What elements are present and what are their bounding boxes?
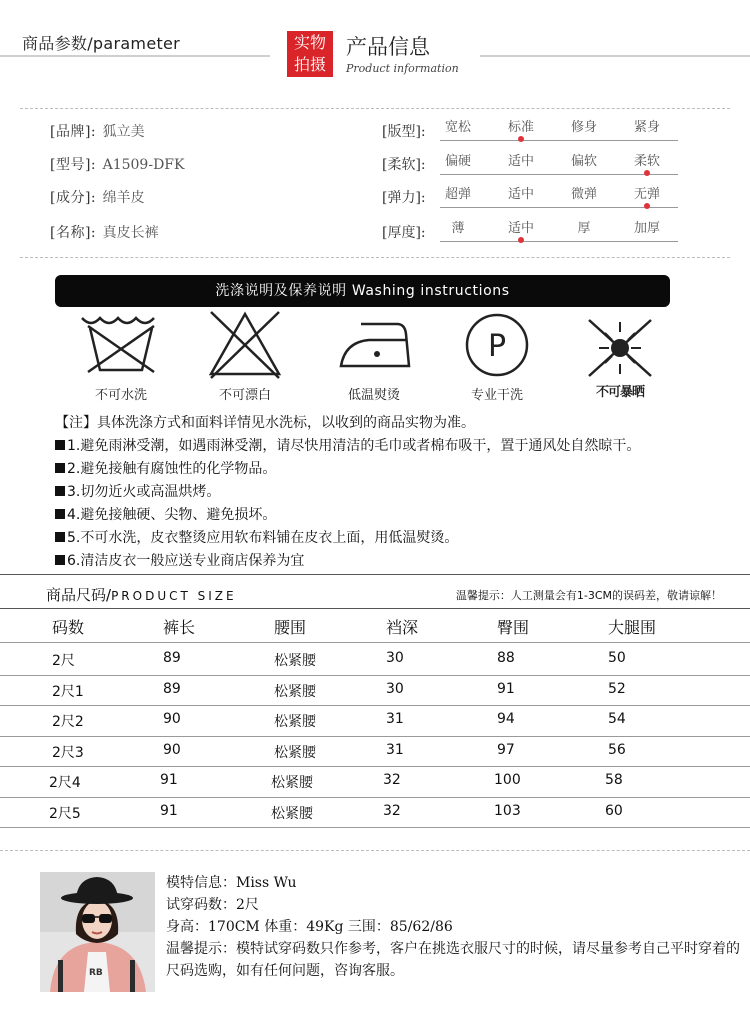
attr-value: 真皮长裤	[102, 225, 159, 241]
size-divider-top	[0, 574, 750, 575]
scale-selected-dot-icon	[518, 237, 524, 243]
table-cell: 松紧腰	[274, 653, 316, 669]
table-cell: 97	[497, 741, 515, 758]
table-cell: 32	[383, 772, 401, 788]
scale-option: 薄	[451, 221, 465, 236]
size-table	[0, 611, 750, 841]
scale-label-elasticity: [弹力]:	[382, 190, 426, 206]
wash-label: 不可暴晒	[595, 385, 644, 400]
bullet-square-icon	[55, 440, 65, 450]
svg-text:P: P	[487, 329, 507, 364]
scale-option: 修身	[570, 120, 597, 135]
scale-option: 无弹	[633, 187, 660, 202]
scale-selected-dot-icon	[644, 203, 650, 209]
table-cell: 松紧腰	[274, 744, 316, 761]
table-cell: 31	[386, 741, 404, 758]
header-divider-left	[0, 55, 270, 57]
table-cell: 90	[163, 741, 181, 758]
model-divider	[0, 850, 750, 851]
model-try-size: 试穿码数：2尺	[166, 897, 259, 913]
no-bleach-icon	[207, 310, 283, 380]
bullet-square-icon	[55, 555, 65, 565]
scale-line	[440, 241, 678, 242]
scale-option: 微弹	[570, 187, 597, 202]
washing-item: 2.避免接触有腐蚀性的化学物品。	[55, 458, 745, 481]
table-cell: 30	[386, 680, 404, 697]
dry-clean-p-icon	[464, 312, 530, 378]
table-row-line	[0, 675, 750, 676]
model-name: 模特信息：Miss Wu	[166, 875, 297, 891]
attr-label: [品牌]:	[50, 124, 97, 140]
scale-label-thickness: [厚度]:	[382, 225, 426, 241]
header-divider-right	[480, 55, 750, 57]
table-row-line	[0, 705, 750, 706]
size-heading	[46, 584, 237, 605]
table-cell: 松紧腰	[271, 775, 313, 791]
attr-divider-bottom	[20, 257, 730, 258]
scale-thickness	[440, 217, 678, 241]
size-divider-header	[0, 608, 750, 609]
washing-item: 4.避免接触硬、尖物、避免损坏。	[55, 504, 745, 527]
table-cell: 32	[383, 802, 401, 819]
table-cell: 2尺2	[52, 714, 84, 730]
size-col-header: 大腿围	[608, 618, 657, 637]
table-cell: 91	[497, 680, 515, 697]
wash-label: 低温熨烫	[347, 388, 400, 403]
table-cell: 60	[605, 802, 623, 819]
scale-line	[440, 174, 678, 175]
size-col-header: 裆深	[386, 618, 419, 637]
attr-value: 狐立美	[102, 124, 145, 140]
washing-title-bar: 洗涤说明及保养说明 Washing instructions	[55, 275, 670, 307]
scale-option: 适中	[507, 154, 534, 169]
attr-material	[50, 187, 145, 207]
wash-label: 专业干洗	[470, 388, 523, 403]
table-cell: 松紧腰	[274, 714, 316, 730]
washing-item: 5.不可水洗，皮衣整烫应用软布料铺在皮衣上面，用低温熨烫。	[55, 527, 745, 550]
parameter-heading: 商品参数/parameter	[22, 34, 181, 53]
size-col-header: 腰围	[274, 618, 307, 637]
scale-option: 偏软	[570, 154, 597, 169]
scale-option: 加厚	[633, 221, 660, 236]
size-col-header: 臀围	[497, 618, 530, 637]
wash-label: 不可水洗	[94, 388, 147, 403]
table-cell: 94	[497, 711, 515, 727]
table-cell: 56	[608, 741, 626, 758]
table-row-line	[0, 827, 750, 828]
table-cell: 松紧腰	[274, 683, 316, 700]
product-info-title: 产品信息	[346, 35, 430, 59]
scale-option: 超弹	[444, 187, 471, 202]
attr-name	[50, 222, 159, 242]
model-info	[166, 872, 741, 982]
attr-model-number	[50, 154, 184, 174]
scale-line	[440, 207, 678, 208]
wash-label: 不可漂白	[218, 388, 271, 403]
scale-label-softness: [柔软]:	[382, 157, 426, 173]
table-cell: 2尺3	[52, 744, 84, 761]
scale-elasticity	[440, 183, 678, 207]
table-cell: 2尺5	[49, 805, 81, 822]
scale-option: 适中	[507, 221, 534, 236]
scale-option: 宽松	[444, 120, 471, 135]
size-heading-en: PRODUCT SIZE	[111, 589, 237, 603]
washing-notes	[55, 412, 745, 573]
table-cell: 31	[386, 711, 404, 727]
low-iron-icon	[335, 318, 415, 374]
scale-option: 厚	[577, 221, 591, 236]
table-cell: 58	[605, 772, 623, 788]
table-row-line	[0, 797, 750, 798]
table-cell: 50	[608, 650, 626, 666]
model-tip: 温馨提示：模特试穿码数只作参考，客户在挑选衣服尺寸的时候，请尽量参考自己平时穿着的尺码选购，如有任何问题，咨询客服。	[166, 941, 740, 979]
scale-softness	[440, 150, 678, 174]
attr-label: [成分]:	[50, 190, 97, 206]
real-photo-badge	[287, 31, 333, 77]
scale-selected-dot-icon	[518, 136, 524, 142]
washing-item: 6.清洁皮衣一般应送专业商店保养为宜	[55, 550, 745, 573]
table-cell: 2尺	[52, 653, 75, 669]
attr-value: A1509-DFK	[102, 157, 185, 173]
photo-shirt-print: RB	[89, 968, 103, 978]
attr-value: 绵羊皮	[102, 190, 145, 206]
no-sun-icon	[585, 316, 655, 380]
table-header-line	[0, 642, 750, 643]
table-cell: 89	[163, 680, 181, 697]
scale-label-fit: [版型]:	[382, 124, 426, 140]
table-cell: 54	[608, 711, 626, 727]
table-cell: 103	[494, 802, 521, 819]
washing-item: 3.切勿近火或高温烘烤。	[55, 481, 745, 504]
size-tip: 温馨提示：人工测量会有1-3CM的误码差，敬请谅解！	[455, 589, 722, 602]
table-cell: 88	[497, 650, 515, 666]
table-cell: 91	[160, 772, 178, 788]
table-cell: 89	[163, 650, 181, 666]
table-cell: 91	[160, 802, 178, 819]
bullet-square-icon	[55, 509, 65, 519]
table-cell: 2尺1	[52, 683, 84, 700]
badge-line-1: 实物	[293, 33, 326, 52]
model-measurements: 身高：170CM 体重：49Kg 三围：85/62/86	[166, 919, 453, 935]
washing-item: 1.避免雨淋受潮，如遇雨淋受潮，请尽快用清洁的毛巾或者棉布吸干，置于通风处自然晾干。	[55, 435, 745, 458]
bullet-square-icon	[55, 486, 65, 496]
table-row-line	[0, 736, 750, 737]
washing-note-header: 【注】具体洗涤方式和面料详情见水洗标，以收到的商品实物为准。	[55, 415, 475, 431]
attr-brand	[50, 121, 145, 141]
table-cell: 2尺4	[49, 775, 81, 791]
attr-divider-top	[20, 108, 730, 109]
product-info-subtitle: Product information	[346, 62, 459, 75]
scale-option: 柔软	[633, 154, 660, 169]
model-photo	[40, 872, 155, 992]
table-row-line	[0, 766, 750, 767]
bullet-square-icon	[55, 532, 65, 542]
no-wash-icon	[78, 312, 164, 378]
scale-option: 紧身	[633, 120, 660, 135]
size-col-header: 裤长	[163, 618, 196, 637]
attr-label: [型号]:	[50, 157, 97, 173]
table-cell: 90	[163, 711, 181, 727]
attr-label: [名称]:	[50, 225, 97, 241]
table-cell: 52	[608, 680, 626, 697]
scale-option: 标准	[507, 120, 534, 135]
scale-fit	[440, 116, 678, 140]
scale-selected-dot-icon	[644, 170, 650, 176]
bullet-square-icon	[55, 463, 65, 473]
table-cell: 30	[386, 650, 404, 666]
badge-line-2: 拍摄	[293, 55, 326, 74]
table-cell: 100	[494, 772, 521, 788]
scale-option: 偏硬	[444, 154, 471, 169]
table-cell: 松紧腰	[271, 805, 313, 822]
scale-option: 适中	[507, 187, 534, 202]
scale-line	[440, 140, 678, 141]
size-heading-cn: 商品尺码/	[46, 586, 112, 604]
size-col-header: 码数	[52, 618, 85, 637]
